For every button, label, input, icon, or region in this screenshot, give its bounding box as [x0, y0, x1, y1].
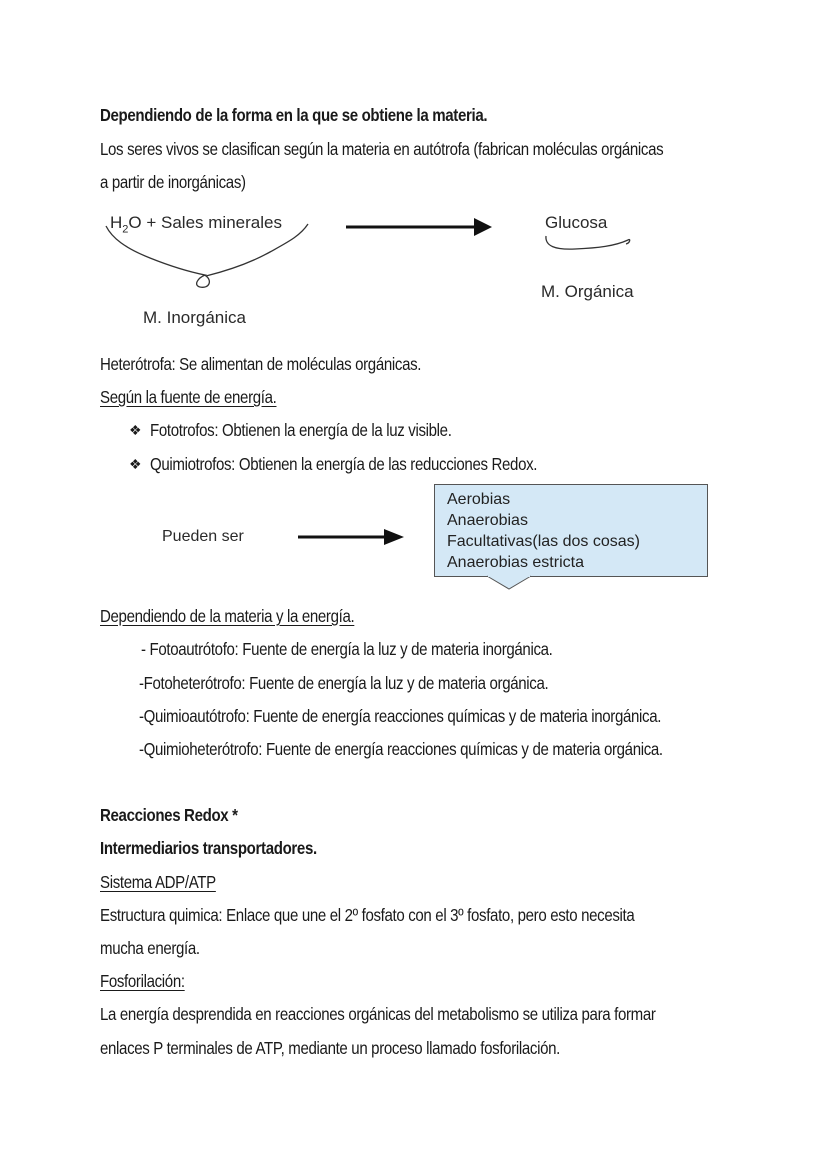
section-heading-materia: Dependiendo de la forma en la que se obtiene la materia.	[100, 105, 488, 125]
list-item: -Fotoheterótrofo: Fuente de energía la luz y de materia orgánica.	[139, 673, 549, 693]
glucosa-underline	[546, 236, 630, 249]
section-heading-materia-energia: Dependiendo de la materia y la energía.	[100, 606, 355, 626]
box-pointer	[487, 576, 531, 589]
list-item: -Quimioautótrofo: Fuente de energía reacciones químicas y de materia inorgánica.	[139, 706, 662, 726]
bullet-item: Fototrofos: Obtienen la energía de la luz visible.	[150, 420, 452, 440]
paragraph-line: Los seres vivos se clasifican según la materia en autótrofa (fabrican moléculas orgánicas	[100, 139, 664, 159]
organic-matter-label: M. Orgánica	[541, 282, 634, 301]
h-symbol: H	[110, 213, 123, 232]
paragraph-line: a partir de inorgánicas)	[100, 172, 246, 192]
reaction-arrowhead	[474, 218, 492, 236]
list-item: - Fotoautrótofo: Fuente de energía la luz y de materia inorgánica.	[141, 639, 553, 659]
paragraph-line: La energía desprendida en reacciones orgánicas del metabolismo se utiliza para formar	[100, 1004, 656, 1024]
energy-heading: Según la fuente de energía.	[100, 387, 277, 407]
type-item: Aerobias	[447, 491, 511, 508]
can-be-label: Pueden ser	[162, 528, 244, 545]
pueden-ser-arrowhead	[384, 529, 404, 545]
list-item: -Quimioheterótrofo: Fuente de energía reacciones químicas y de materia orgánica.	[139, 739, 663, 759]
section-heading-redox: Reacciones Redox *	[100, 805, 238, 825]
section-heading-transportadores: Intermediarios transportadores.	[100, 838, 317, 858]
paragraph-line: Estructura quimica: Enlace que une el 2º fosfato con el 3º fosfato, pero esto necesita	[100, 905, 635, 925]
bullet-icon: ❖	[129, 422, 142, 438]
heterotrofa-line: Heterótrofa: Se alimentan de moléculas orgánicas.	[100, 354, 422, 374]
paragraph-line: enlaces P terminales de ATP, mediante un proceso llamado fosforilación.	[100, 1038, 560, 1058]
bullet-icon: ❖	[129, 456, 142, 472]
type-item: Anaerobias	[447, 512, 528, 529]
paragraph-line: mucha energía.	[100, 938, 200, 958]
subheading-fosforilacion: Fosforilación:	[100, 971, 185, 991]
subheading-adp-atp: Sistema ADP/ATP	[100, 872, 216, 892]
reactants-brace	[106, 224, 308, 287]
product-label: Glucosa	[545, 213, 608, 232]
reactants-rest: O + Sales minerales	[128, 213, 282, 232]
inorganic-matter-label: M. Inorgánica	[143, 308, 246, 327]
subscript-2: 2	[122, 223, 129, 236]
type-item: Facultativas(las dos cosas)	[447, 533, 640, 550]
bullet-item: Quimiotrofos: Obtienen la energía de las reducciones Redox.	[150, 454, 538, 474]
type-item: Anaerobias estricta	[447, 554, 584, 571]
